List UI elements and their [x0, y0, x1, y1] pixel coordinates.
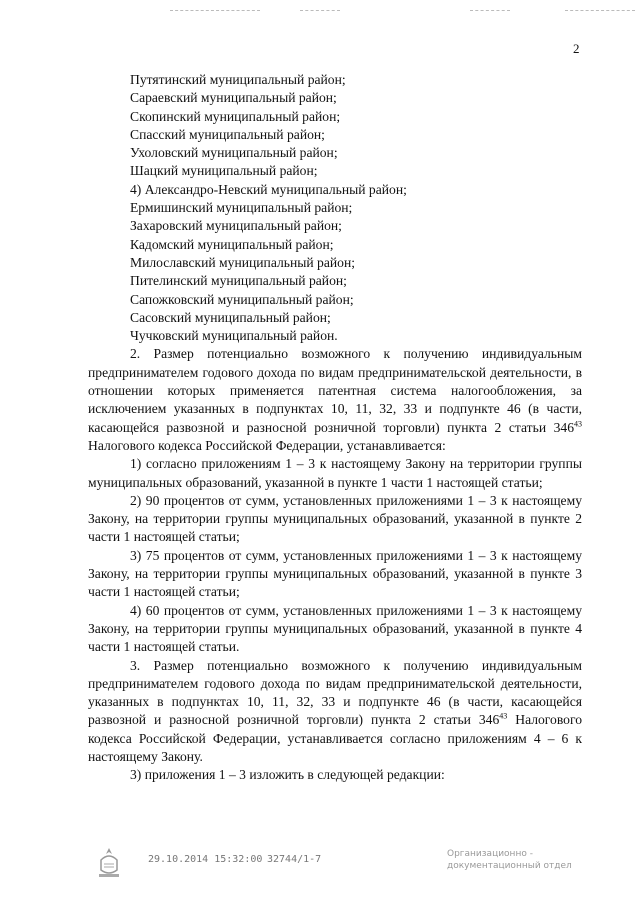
registry-stamp-icon	[95, 846, 123, 880]
page-footer	[0, 844, 640, 884]
paragraph-2-text: 2. Размер потенциально возможного к получению индивидуальным предпринимателем годового дохода по видам предпринимательской деятельности, в отношении которых применяется патентная система налогообложения, за исключением указанных в подпунктах 10, 11, 32, 33 и подпункте 46 (в части, касающейся развозной и разносной розничной торговли) пункта 2 статьи 346	[88, 346, 582, 435]
sub-item-3: 3) 75 процентов от сумм, установленных приложениями 1 – 3 к настоящему Закону, на территории группы муниципальных образований, указанной в пункте 3 части 1 настоящей статьи;	[88, 547, 582, 600]
paragraph-3-text: 3. Размер потенциально возможного к получению индивидуальным предпринимателем годового дохода по видам предпринимательской деятельности, указанных в подпунктах 10, 11, 32, 33 и подпункте 46 (в части, касающейся развозной и разносной розничной торговли) пункта 2 статьи 346	[88, 657, 582, 728]
district-item: Путятинский муниципальный район;	[130, 72, 346, 87]
district-item: Спасский муниципальный район;	[130, 126, 325, 142]
document-body	[88, 71, 582, 785]
sub-item-2: 2) 90 процентов от сумм, установленных приложениями 1 – 3 к настоящему Закону, на территории группы муниципальных образований, указанной в пункте 2 части 1 настоящей статьи;	[88, 492, 582, 545]
district-item: Захаровский муниципальный район;	[130, 218, 342, 234]
final-instruction: 3) приложения 1 – 3 изложить в следующей редакции:	[130, 767, 445, 783]
district-item: Скопинский муниципальный район;	[130, 108, 341, 124]
district-item: Шацкий муниципальный район;	[130, 163, 318, 179]
footer-department-line: Организационно -	[447, 849, 533, 859]
scan-artifact-line	[470, 10, 510, 12]
scan-artifact-line	[170, 10, 260, 12]
district-group-heading: 4) Александро-Невский муниципальный район;	[130, 181, 407, 197]
footer-department-line: документационный отдел	[447, 861, 572, 871]
district-item: Ермишинский муниципальный район;	[130, 200, 353, 216]
footer-datetime: 29.10.2014 15:32:00	[148, 854, 263, 865]
scan-artifact-line	[300, 10, 340, 12]
paragraph-2	[88, 345, 582, 455]
footer-doc-id: 32744/1-7	[267, 854, 322, 865]
district-item: Ухоловский муниципальный район;	[130, 145, 338, 161]
superscript: 43	[574, 419, 582, 429]
paragraph-2-text-end: Налогового кодекса Российской Федерации, устанавливается:	[88, 437, 446, 453]
sub-item-1: 1) согласно приложениям 1 – 3 к настоящему Закону на территории группы муниципальных образований, указанной в пункте 1 части 1 настоящей статьи;	[88, 456, 582, 490]
page-number: 2	[573, 41, 580, 56]
district-list	[88, 71, 582, 345]
district-item: Сапожковский муниципальный район;	[130, 291, 354, 307]
scan-artifact-line	[565, 10, 635, 12]
district-item: Милославский муниципальный район;	[130, 254, 356, 270]
paragraph-3-text-end: Налогового кодекса Российской Федерации, устанавливается согласно приложениям 4 – 6 к настоящему Закону.	[88, 712, 582, 764]
footer-department	[447, 848, 572, 872]
district-item: Сараевский муниципальный район;	[130, 90, 337, 106]
district-item: Кадомский муниципальный район;	[130, 236, 334, 252]
paragraph-3	[88, 657, 582, 767]
district-item: Пителинский муниципальный район;	[130, 273, 347, 289]
superscript: 43	[499, 711, 508, 721]
district-item: Чучковский муниципальный район.	[130, 328, 338, 344]
district-item: Сасовский муниципальный район;	[130, 309, 331, 325]
sub-item-4: 4) 60 процентов от сумм, установленных приложениями 1 – 3 к настоящему Закону, на территории группы муниципальных образований, указанной в пункте 4 части 1 настоящей статьи.	[88, 602, 582, 655]
